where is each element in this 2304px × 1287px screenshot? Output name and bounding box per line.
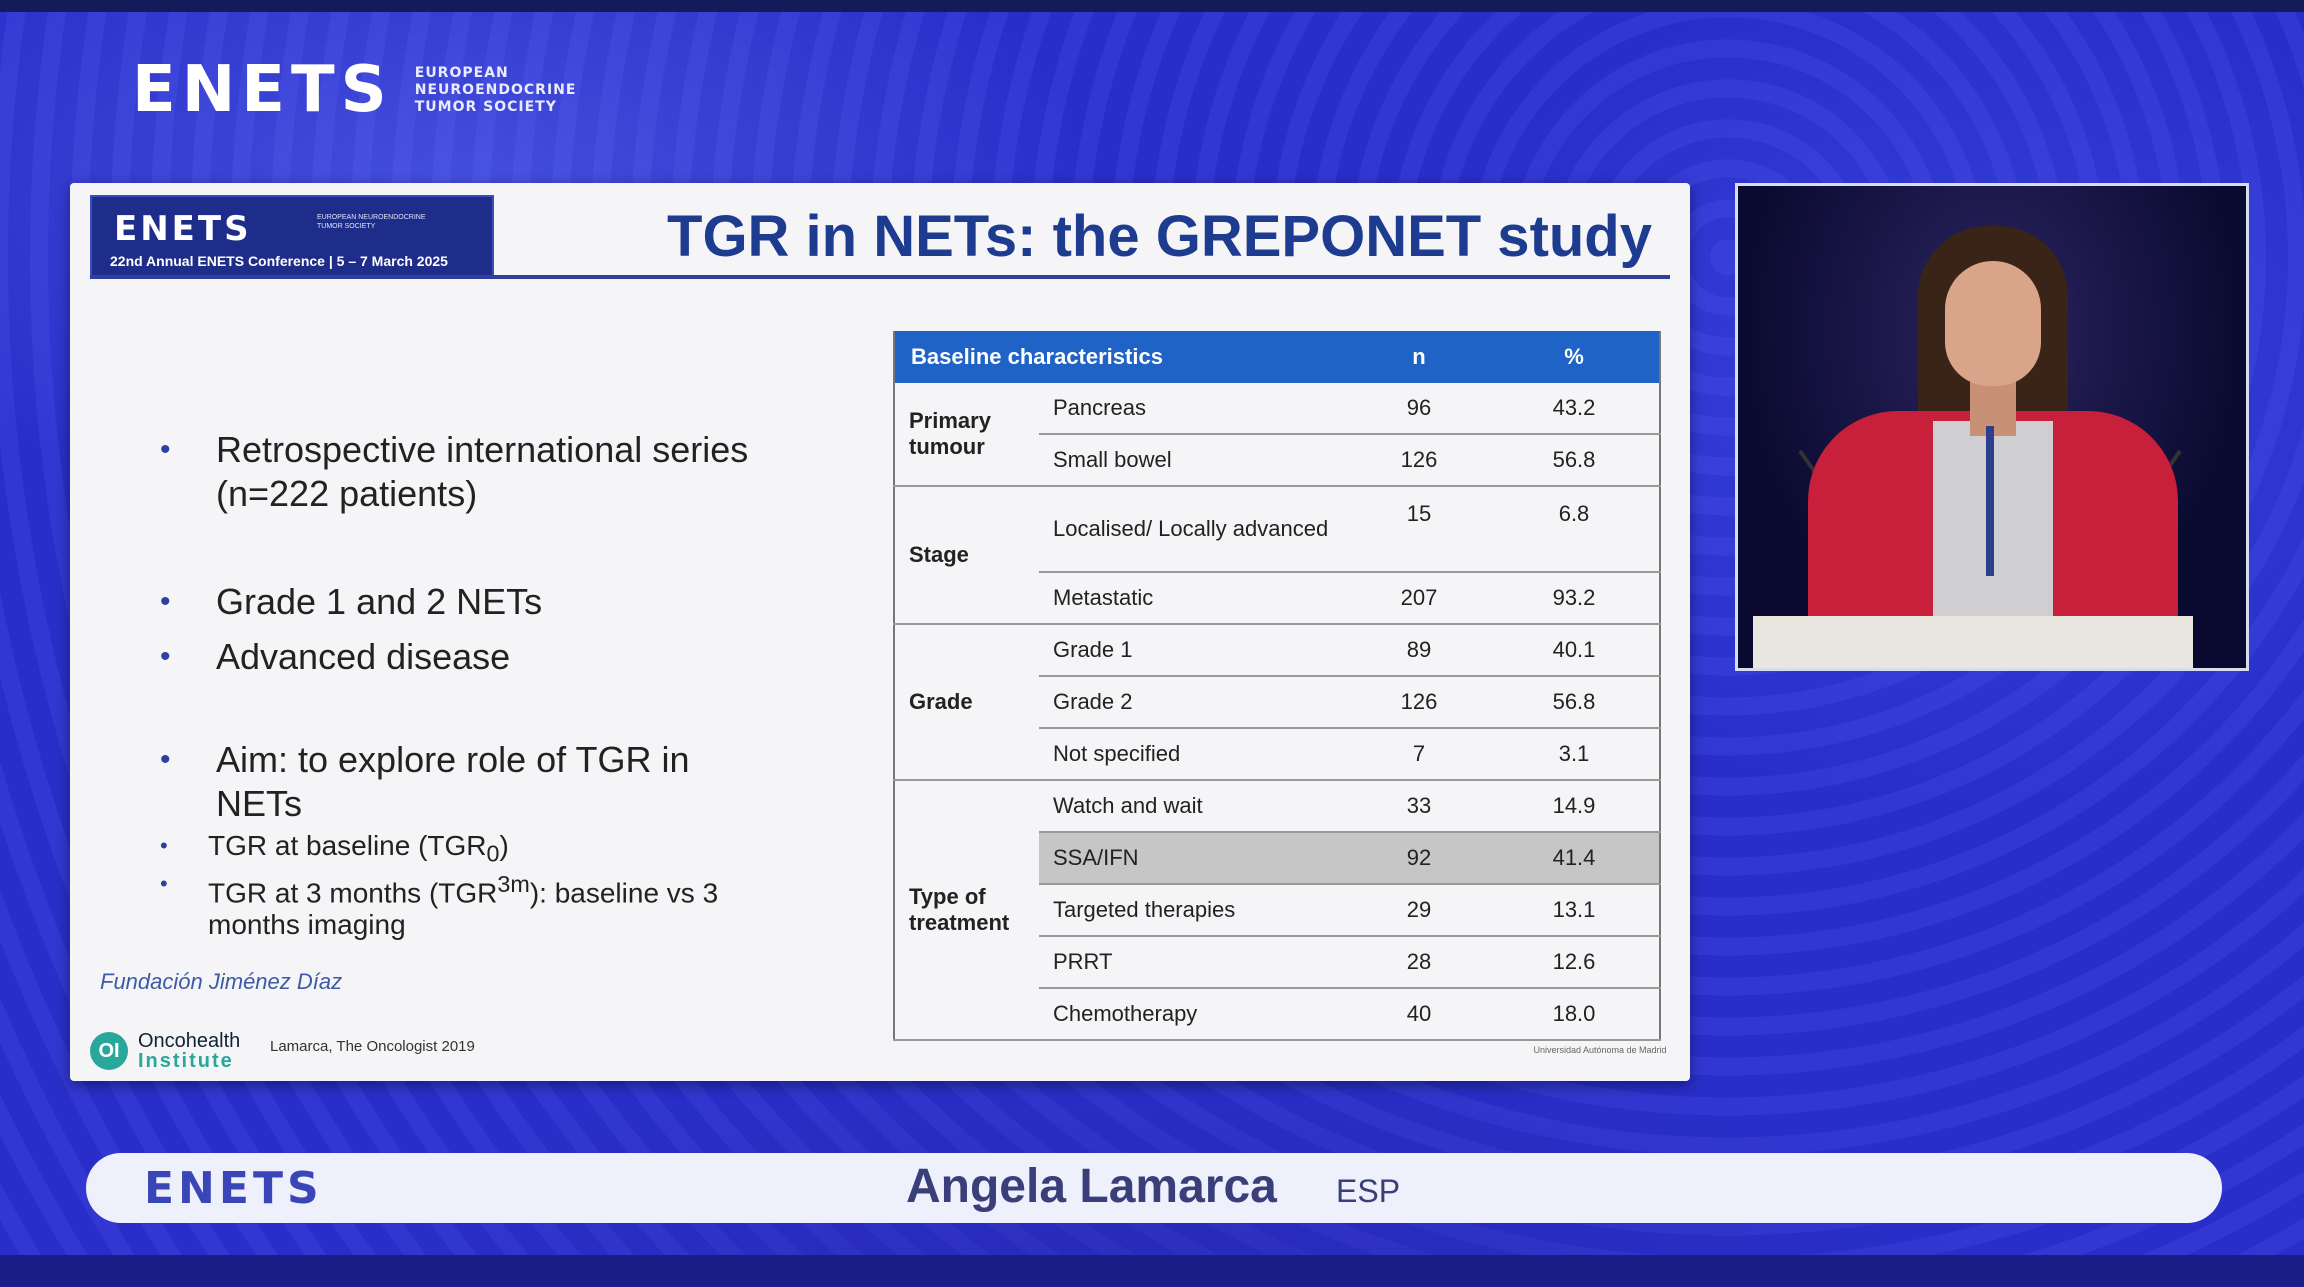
speaker-face [1945, 261, 2041, 386]
table-row: Type of treatment Watch and wait 33 14.9 [894, 780, 1660, 832]
bottom-strip [0, 1255, 2304, 1287]
title-divider [90, 275, 1670, 279]
group-label: Primary tumour [894, 383, 1039, 486]
group-label: Type of treatment [894, 780, 1039, 1040]
table-row: Targeted therapies 29 13.1 [894, 884, 1660, 936]
bullet-dot-icon: • [160, 743, 171, 776]
group-label: Grade [894, 624, 1039, 780]
enets-logo: ENETS [132, 53, 393, 127]
society-name: EUROPEAN NEUROENDOCRINE TUMOR SOCIETY [414, 64, 577, 115]
badge-conference: 22nd Annual ENETS Conference | 5 – 7 March 2025 [110, 253, 448, 269]
presentation-slide: ENETS EUROPEAN NEUROENDOCRINE TUMOR SOCIETY 22nd Annual ENETS Conference | 5 – 7 March 2025 TGR in NETs: the GREPONET study • Retrospective international series (n=222 patients) • Grade 1 and 2 NETs • Advanced disease • Aim: to explore role of TGR in NETs • TGR at baseline $(TGR_0)$ • TGR at 3 months $(TGR^{3m})$: baseline vs 3 months imaging Fundación Jiménez Díaz OI Oncohealth Institute Lamarca, The Oncologist 2019 Universidad Autónoma de Madrid Baseline characteristics n % Primary tumour Pancreas 96 43.2 Small bowel 126 56.8 Stage Localised/ Locally advanced 15 6.8 Metastatic 207 93.2 Grade Grade 1 89 40.1 Grade 2 126 56.8 Not specified 7 3.1 Type of treatment Watch and wait 33 14.9 SSA/IFN 92 41.4 Targeted therapies 29 13.1 PRRT 28 12.6 Chemotherapy 40 18.0 [70, 183, 1690, 1081]
table-row: PRRT 28 12.6 [894, 936, 1660, 988]
podium [1753, 616, 2193, 671]
lower-third-bar [86, 1153, 2222, 1223]
speaker-camera-feed [1735, 183, 2249, 671]
uam-logo: Universidad Autónoma de Madrid [1533, 1045, 1667, 1055]
enets-header-brand [132, 53, 577, 127]
table-row: Grade Grade 1 89 40.1 [894, 624, 1660, 676]
header-pct: % [1489, 331, 1660, 383]
bullet-dot-icon: • [160, 640, 171, 673]
oncohealth-logo: OI Oncohealth Institute [90, 1031, 240, 1071]
bullet-dot-icon: • [160, 433, 171, 466]
table-row: Small bowel 126 56.8 [894, 434, 1660, 486]
top-dark-strip [0, 0, 2304, 12]
bullet-dot-icon: • [160, 833, 168, 858]
conference-badge [90, 195, 494, 279]
table-row: Primary tumour Pancreas 96 43.2 [894, 383, 1660, 434]
slide-title: TGR in NETs: the GREPONET study [667, 204, 1652, 269]
citation: Lamarca, The Oncologist 2019 [270, 1038, 475, 1055]
lower-third-logo: ENETS [144, 1163, 323, 1214]
bullet-dot-icon: • [160, 585, 171, 618]
speaker-country: ESP [1336, 1173, 1401, 1209]
baseline-characteristics-table [893, 331, 1661, 1041]
group-label: Stage [894, 486, 1039, 624]
speaker-name: Angela Lamarca [906, 1160, 1277, 1213]
table-row: Not specified 7 3.1 [894, 728, 1660, 780]
table-header-row [894, 331, 1660, 383]
oncohealth-icon: OI [90, 1032, 128, 1070]
fundacion-jimenez-diaz-logo: Fundación Jiménez Díaz [100, 969, 343, 994]
badge-logo: ENETS [114, 209, 252, 249]
header-characteristics: Baseline characteristics [894, 331, 1349, 383]
header-n: n [1349, 331, 1489, 383]
table-row-highlighted: SSA/IFN 92 41.4 [894, 832, 1660, 884]
table-row: Grade 2 126 56.8 [894, 676, 1660, 728]
table-row: Chemotherapy 40 18.0 [894, 988, 1660, 1040]
badge-society: EUROPEAN NEUROENDOCRINE TUMOR SOCIETY [317, 214, 426, 230]
table-row: Metastatic 207 93.2 [894, 572, 1660, 624]
bullet-dot-icon: • [160, 871, 168, 896]
table-row: Stage Localised/ Locally advanced 15 6.8 [894, 486, 1660, 572]
